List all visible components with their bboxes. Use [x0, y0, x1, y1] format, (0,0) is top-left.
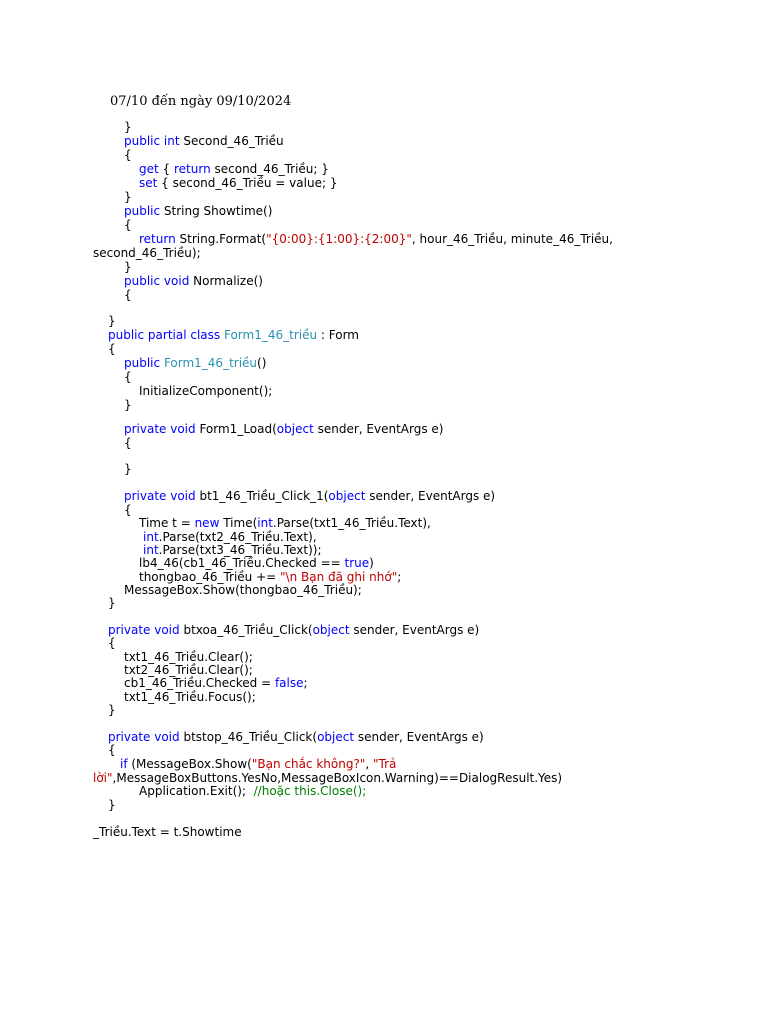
code-token: {: [124, 370, 132, 384]
code-token: {: [108, 342, 116, 356]
code-token: }: [108, 596, 116, 610]
code-line: [120, 757, 396, 771]
code-token: "Bạn chắc không?": [251, 757, 366, 771]
code-token: sender, EventArgs e): [365, 489, 496, 503]
code-token: ,: [365, 757, 373, 771]
code-token: "{0:00}:{1:00}:{2:00}": [266, 232, 412, 246]
code-token: get: [139, 162, 159, 176]
code-token: }: [124, 462, 132, 476]
code-line: [108, 743, 116, 757]
code-token: .Parse(txt1_46_Triều.Text),: [272, 516, 431, 530]
code-token: }: [124, 260, 132, 274]
code-token: false: [274, 676, 304, 690]
code-token: (MessageBox.Show(: [127, 757, 252, 771]
code-token: , hour_46_Triều, minute_46_Triều,: [411, 232, 613, 246]
code-line: [124, 204, 272, 218]
code-line: [139, 232, 613, 246]
document-heading: 07/10 đến ngày 09/10/2024: [110, 94, 292, 109]
code-token: { second_46_Triều = value; }: [157, 176, 338, 190]
code-token: private void: [124, 422, 196, 436]
code-token: Form1_46_triều: [223, 328, 318, 342]
code-line: [124, 288, 132, 302]
code-token: object: [312, 623, 350, 637]
code-token: public: [124, 204, 161, 218]
code-line: [124, 676, 308, 690]
code-token: }: [108, 314, 116, 328]
code-line: [124, 274, 263, 288]
code-line: [108, 730, 484, 744]
code-line: [124, 120, 132, 134]
code-token: bt1_46_Triều_Click_1(: [195, 489, 329, 503]
code-line: [124, 190, 132, 204]
code-token: txt1_46_Triều.Focus();: [124, 690, 256, 704]
code-token: second_46_Triều);: [93, 246, 201, 260]
code-line: [93, 825, 242, 839]
code-token: sender, EventArgs e): [313, 422, 444, 436]
code-token: btxoa_46_Triều_Click(: [179, 623, 313, 637]
code-token: }: [108, 798, 116, 812]
code-token: }: [108, 703, 116, 717]
code-token: {: [158, 162, 174, 176]
code-line: [139, 516, 431, 530]
code-token: btstop_46_Triều_Click(: [179, 730, 318, 744]
code-line: [124, 134, 284, 148]
code-token: sender, EventArgs e): [354, 730, 484, 744]
code-token: }: [124, 190, 132, 204]
code-line: [139, 384, 272, 398]
code-token: Second_46_Triều: [179, 134, 284, 148]
code-token: if: [120, 757, 128, 771]
code-token: "Trả: [373, 757, 397, 771]
code-token: Form1_46_triều: [163, 356, 258, 370]
code-token: object: [317, 730, 355, 744]
code-token: "\n Bạn đã ghi nhớ": [280, 570, 398, 584]
code-token: sender, EventArgs e): [349, 623, 480, 637]
code-line: [143, 543, 322, 557]
code-line: [93, 246, 201, 260]
code-token: .Parse(txt2_46_Triều.Text),: [158, 530, 317, 544]
code-token: }: [124, 398, 132, 412]
code-line: [124, 503, 132, 517]
code-token: .Parse(txt3_46_Triều.Text));: [158, 543, 322, 557]
code-token: set: [139, 176, 158, 190]
code-token: private void: [124, 489, 196, 503]
code-token: Time t =: [139, 516, 195, 530]
code-line: [108, 703, 116, 717]
code-token: txt2_46_Triều.Clear();: [124, 663, 253, 677]
code-token: lb4_46(cb1_46_Triều.Checked ==: [139, 556, 345, 570]
code-token: {: [124, 503, 132, 517]
code-line: [124, 583, 362, 597]
code-line: [139, 176, 337, 190]
code-line: [108, 328, 359, 342]
code-token: public void: [124, 274, 190, 288]
code-token: public partial class: [108, 328, 221, 342]
code-token: return: [139, 232, 176, 246]
code-token: Form1_Load(: [195, 422, 277, 436]
code-token: ;: [397, 570, 402, 584]
code-token: int: [143, 530, 159, 544]
code-token: private void: [108, 623, 180, 637]
code-token: {: [124, 148, 132, 162]
code-token: {: [108, 636, 116, 650]
code-token: {: [108, 743, 116, 757]
code-token: int: [257, 516, 273, 530]
code-line: [124, 398, 132, 412]
code-line: [93, 771, 562, 785]
code-token: InitializeComponent();: [139, 384, 273, 398]
code-line: [124, 690, 256, 704]
code-token: object: [328, 489, 366, 503]
code-token: : Form: [317, 328, 359, 342]
code-line: [108, 342, 116, 356]
code-token: ;: [303, 676, 308, 690]
code-token: return: [173, 162, 211, 176]
code-line: [139, 556, 374, 570]
code-token: Time(: [219, 516, 258, 530]
code-token: _Triều.Text = t.Showtime: [93, 825, 242, 839]
code-line: [108, 636, 116, 650]
code-token: //hoặc this.Close();: [253, 784, 367, 798]
code-token: int: [143, 543, 159, 557]
code-token: txt1_46_Triều.Clear();: [124, 650, 253, 664]
code-line: [124, 436, 132, 450]
code-token: }: [124, 120, 132, 134]
code-token: MessageBox.Show(thongbao_46_Triều);: [124, 583, 362, 597]
code-line: [108, 314, 116, 328]
code-line: [139, 162, 329, 176]
code-token: true: [344, 556, 370, 570]
code-line: [124, 489, 495, 503]
code-line: [124, 663, 253, 677]
code-token: cb1_46_Triều.Checked =: [124, 676, 275, 690]
code-line: [124, 218, 132, 232]
code-token: lời": [93, 771, 113, 785]
code-token: private void: [108, 730, 180, 744]
code-token: String.Format(: [175, 232, 267, 246]
code-token: {: [124, 288, 132, 302]
code-line: [108, 623, 479, 637]
code-token: {: [124, 436, 132, 450]
code-token: object: [276, 422, 314, 436]
code-line: [124, 260, 132, 274]
code-token: Application.Exit();: [139, 784, 254, 798]
code-token: thongbao_46_Triều +=: [139, 570, 281, 584]
code-line: [139, 570, 401, 584]
code-token: new: [194, 516, 220, 530]
code-line: [143, 530, 317, 544]
code-line: [124, 148, 132, 162]
code-token: public int: [124, 134, 180, 148]
code-token: (): [257, 356, 267, 370]
code-token: public: [124, 356, 161, 370]
code-line: [108, 798, 116, 812]
code-token: {: [124, 218, 132, 232]
code-token: String Showtime(): [160, 204, 273, 218]
code-line: [124, 356, 266, 370]
code-token: Normalize(): [189, 274, 263, 288]
code-token: ): [369, 556, 374, 570]
code-token: second_46_Triều; }: [210, 162, 329, 176]
code-token: ,MessageBoxButtons.YesNo,MessageBoxIcon.Warning)==DialogResult.Yes): [112, 771, 563, 785]
code-line: [124, 422, 443, 436]
code-line: [124, 650, 253, 664]
code-line: [139, 784, 366, 798]
code-line: [108, 596, 116, 610]
code-line: [124, 370, 132, 384]
code-line: [124, 462, 132, 476]
